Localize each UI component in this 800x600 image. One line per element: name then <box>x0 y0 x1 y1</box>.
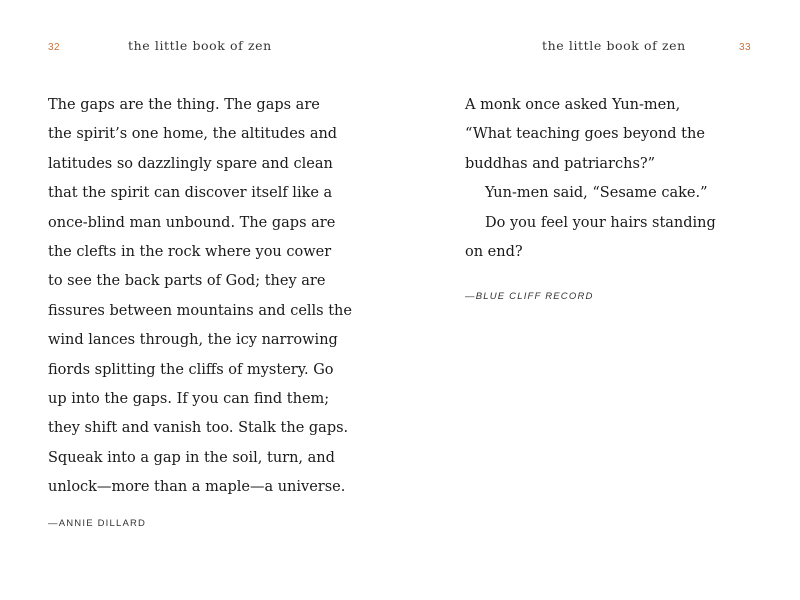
text-line: Yun-men said, “Sesame cake.” <box>485 185 708 202</box>
attribution: —ANNIE DILLARD <box>48 518 147 529</box>
text-line: Squeak into a gap in the soil, turn, and <box>48 449 335 466</box>
koan-text <box>465 91 765 267</box>
text-line: latitudes so dazzlingly spare and clean <box>48 155 333 172</box>
running-head: the little book of zen <box>128 38 272 53</box>
text-line: “What teaching goes beyond the <box>465 126 705 143</box>
text-line: the spirit’s one home, the altitudes and <box>48 126 338 143</box>
text-line: fiords splitting the cliffs of mystery. Go <box>48 361 334 378</box>
text-line: the clefts in the rock where you cower <box>48 244 332 261</box>
text-line: buddhas and patriarchs?” <box>465 155 656 172</box>
text-line: fissures between mountains and cells the <box>48 302 352 319</box>
attribution: —BLUE CLIFF RECORD <box>465 291 594 302</box>
running-head: the little book of zen <box>542 38 686 53</box>
text-line: wind lances through, the icy narrowing <box>48 332 338 349</box>
text-line: once-blind man unbound. The gaps are <box>48 214 336 231</box>
text-line: A monk once asked Yun-men, <box>465 97 681 113</box>
text-line: unlock—more than a maple—a universe. <box>48 479 346 496</box>
page-number: 33 <box>739 42 752 53</box>
text-line: on end? <box>465 244 523 261</box>
text-line: The gaps are the thing. The gaps are <box>48 97 320 113</box>
text-line: up into the gaps. If you can find them; <box>48 391 330 408</box>
quote-text <box>48 91 378 503</box>
text-line: they shift and vanish too. Stalk the gaps. <box>48 420 349 437</box>
right-page <box>400 0 800 600</box>
text-line: that the spirit can discover itself like a <box>48 185 333 202</box>
page-number: 32 <box>48 42 61 53</box>
text-line: Do you feel your hairs standing <box>485 214 716 231</box>
text-line: to see the back parts of God; they are <box>48 273 326 290</box>
